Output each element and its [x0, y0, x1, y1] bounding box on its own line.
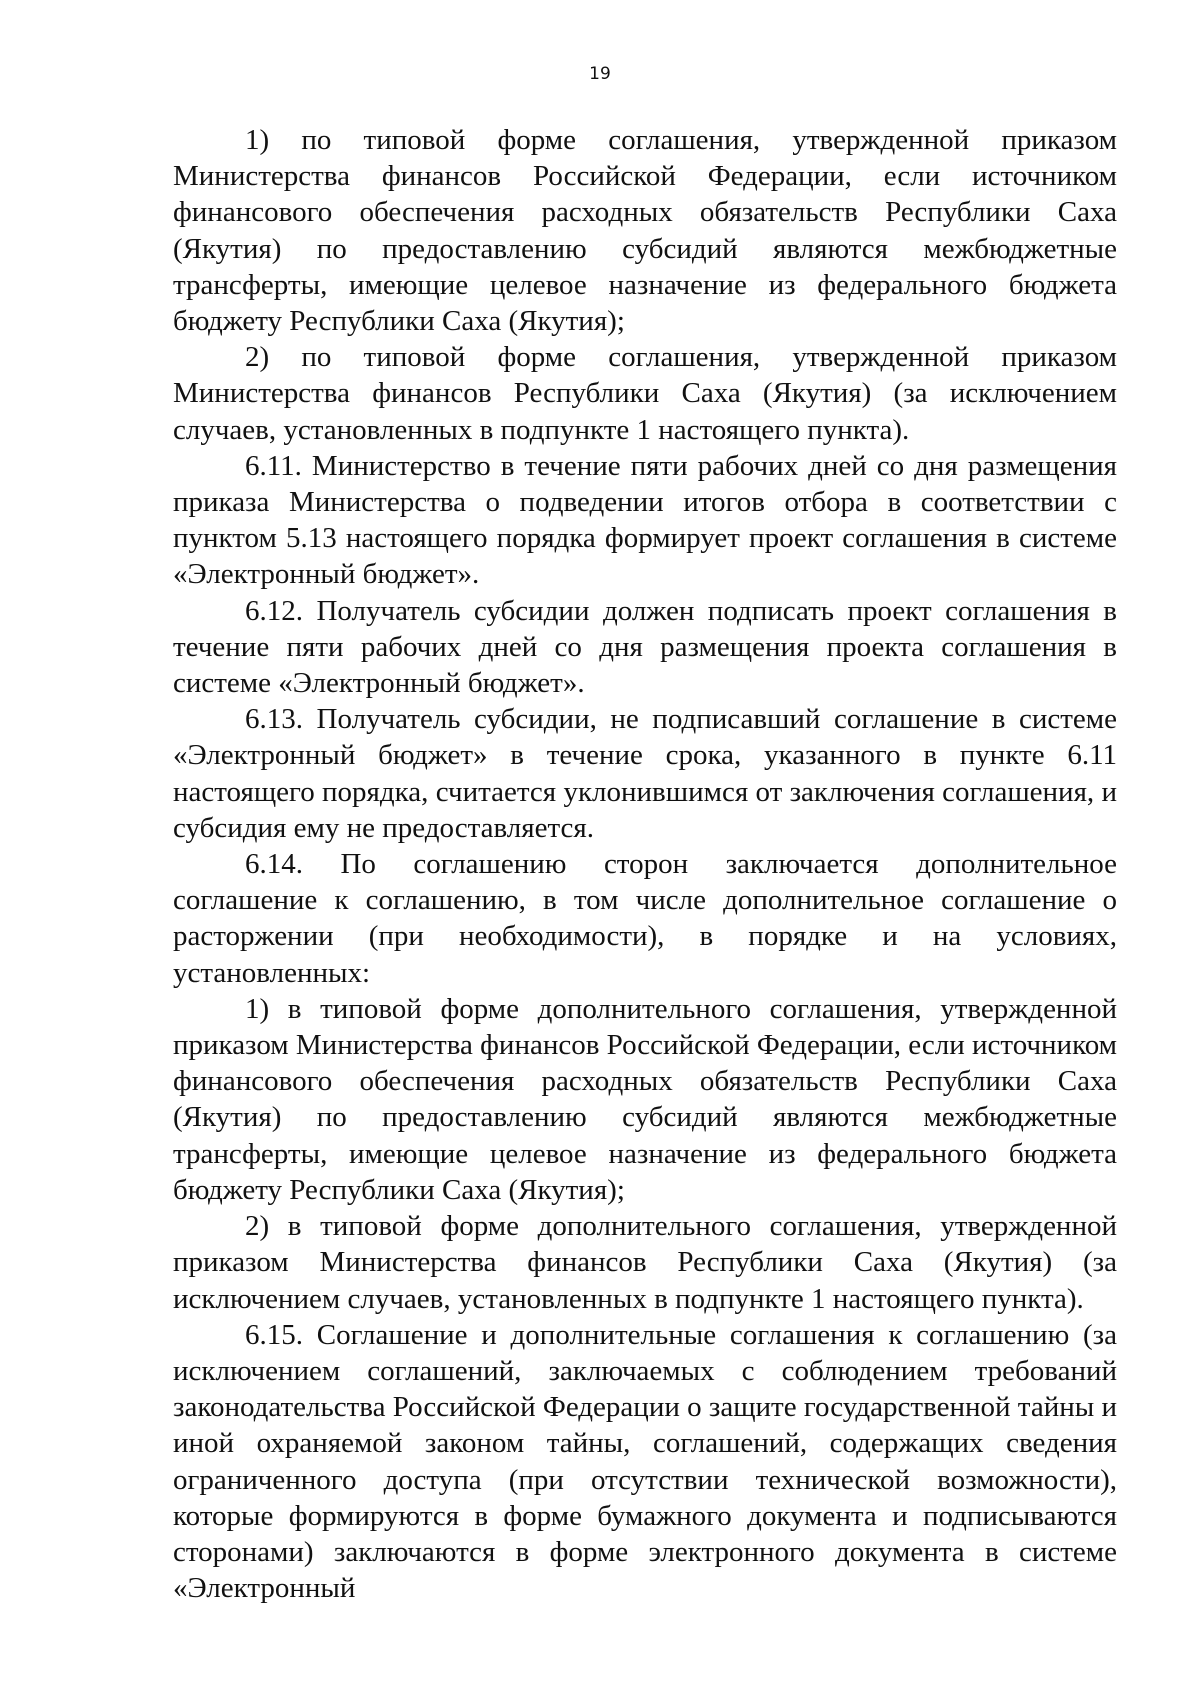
- page-number: 19: [589, 64, 611, 84]
- paragraph-6-14-subitem-2: 2) в типовой форме дополнительного соглашения, утвержденной приказом Министерства финансов Республики Саха (Якутия) (за исключением случаев, установленных в подпункте 1 настоящего пункта).: [173, 1210, 1117, 1315]
- paragraph-subitem-2: 2) по типовой форме соглашения, утвержденной приказом Министерства финансов Республики Саха (Якутия) (за исключением случаев, установленных в подпункте 1 настоящего пункта).: [173, 341, 1117, 446]
- paragraph-6-15: 6.15. Соглашение и дополнительные соглашения к соглашению (за исключением соглашений, заключаемых с соблюдением требований законодательства Российской Федерации о защите государственной тайны и иной охраняемой законом тайны, соглашений, содержащих сведения ограниченного доступа (при отсутствии технической возможности), которые формируются в форме бумажного документа и подписываются сторонами) заключаются в форме электронного документа в системе «Электронный: [173, 1318, 1117, 1605]
- paragraph-subitem-1: 1) по типовой форме соглашения, утвержденной приказом Министерства финансов Российской Федерации, если источником финансового обеспечения расходных обязательств Республики Саха (Якутия) по предоставлению субсидий являются межбюджетные трансферты, имеющие целевое назначение из федерального бюджета бюджету Республики Саха (Якутия);: [173, 124, 1117, 338]
- document-body: [173, 122, 1117, 1606]
- paragraph-6-13: 6.13. Получатель субсидии, не подписавший соглашение в системе «Электронный бюджет» в течение срока, указанного в пункте 6.11 настоящего порядка, считается уклонившимся от заключения соглашения, и субсидия ему не предоставляется.: [173, 703, 1117, 844]
- paragraph-6-12: 6.12. Получатель субсидии должен подписать проект соглашения в течение пяти рабочих дней со дня размещения проекта соглашения в системе «Электронный бюджет».: [173, 594, 1117, 700]
- paragraph-6-14: 6.14. По соглашению сторон заключается дополнительное соглашение к соглашению, в том числе дополнительное соглашение о расторжении (при необходимости), в порядке и на условиях, установленных:: [173, 848, 1117, 989]
- paragraph-6-11: 6.11. Министерство в течение пяти рабочих дней со дня размещения приказа Министерства о подведении итогов отбора в соответствии с пунктом 5.13 настоящего порядка формирует проект соглашения в системе «Электронный бюджет».: [173, 449, 1117, 591]
- paragraph-6-14-subitem-1: 1) в типовой форме дополнительного соглашения, утвержденной приказом Министерства финансов Российской Федерации, если источником финансового обеспечения расходных обязательств Республики Саха (Якутия) по предоставлению субсидий являются межбюджетные трансферты, имеющие целевое назначение из федерального бюджета бюджету Республики Саха (Якутия);: [173, 992, 1117, 1206]
